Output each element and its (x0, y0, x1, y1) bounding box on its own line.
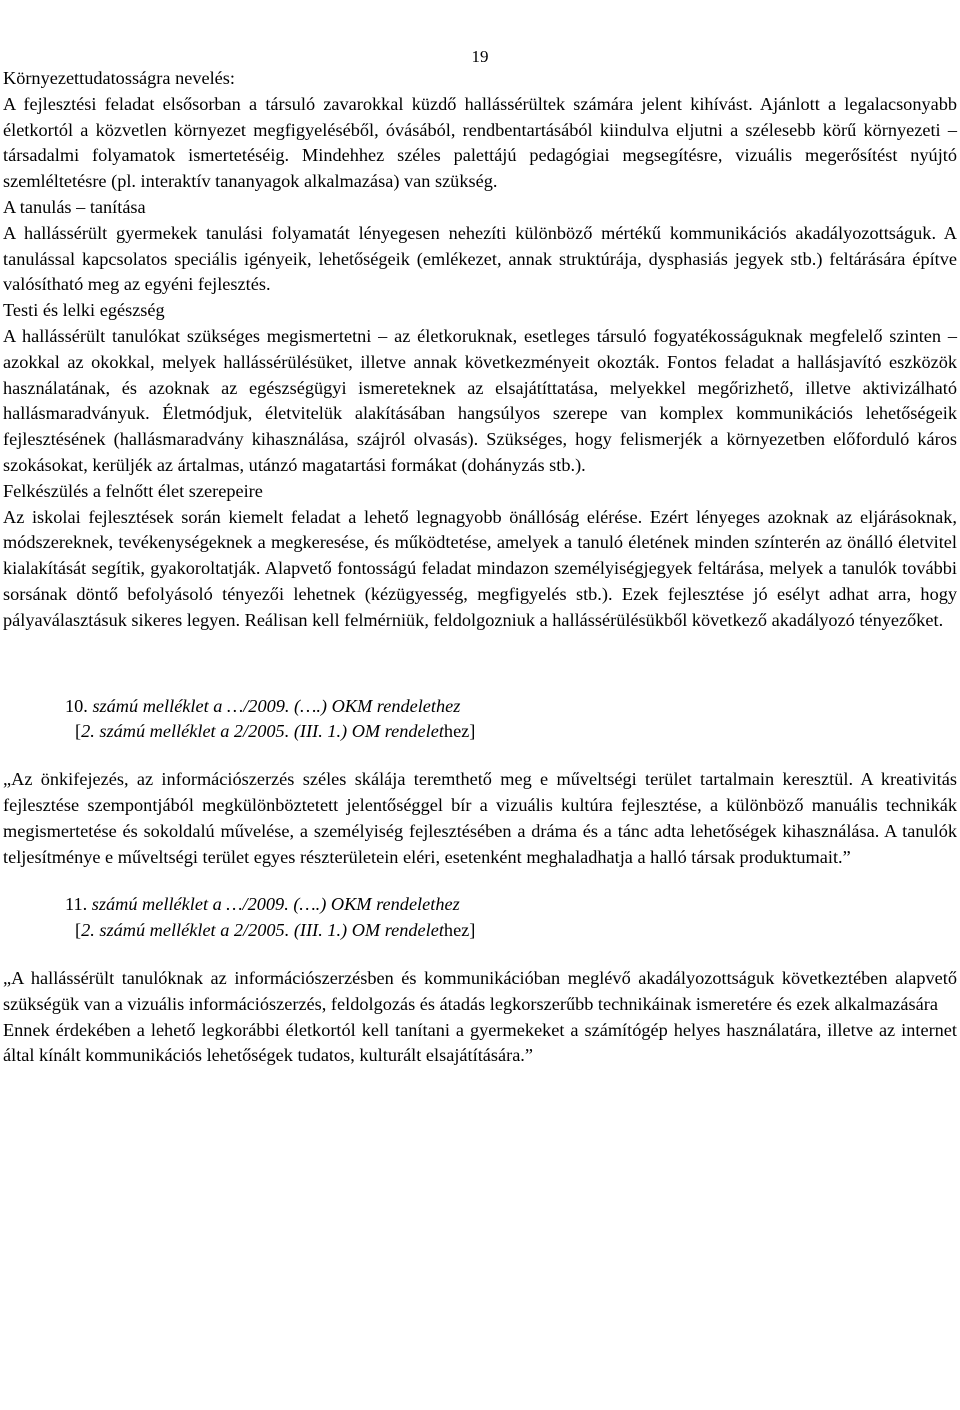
paragraph-adult-life: Az iskolai fejlesztések során kiemelt feladat a lehető legnagyobb önállóság elérése. Ezért lényeges azoknak az eljárásoknak, módszereknek, tevékenységeknek a megkeresése, és működtetése, amelyek a tanuló életének minden színterén az önálló életvitel kialakítását segítik, gyakoroltatják. Alapvető fontosságú feladat mindazon személyiségjegyek feltárása, melyek a tanulók további sorsának döntő befolyásoló tényezői lehetnek (kézügyesség, megfigyelés stb.). Ezek fejlesztése jó esélyt adhat arra, hogy pályaválasztásuk sikeres legyen. Reálisan kell felmérniük, feldolgozniuk a hallássérülésükből következő akadályozó tényezőket. (3, 506, 957, 630)
annex-subtitle-tail: hez] (443, 721, 476, 742)
annex-11-reference (3, 892, 957, 944)
quote-paragraph-11b: Ennek érdekében a lehető legkorábbi életkortól kell tanítani a gyermekeket a számítógép helyes használatára, illetve az internet által kínált kommunikációs lehetőségek tudatos, kulturált elsajátítására.” (3, 1019, 957, 1066)
confidentiality-header: Az előterjesztést a Kormány nem tárgyalta meg, ezért az nem tekinthető a Kormány álláspontjának. (111, 3, 849, 23)
section-heading-learning: A tanulás – tanítása (3, 196, 146, 217)
annex-title: számú melléklet a …/2009. (….) OKM rendelethez (92, 695, 461, 716)
bracket: [ (75, 721, 82, 742)
annex-subtitle: 2. számú melléklet a 2/2005. (III. 1.) OM rendelet (81, 721, 444, 742)
bracket: [ (75, 920, 82, 941)
section-heading-adult-life: Felkészülés a felnőtt élet szerepeire (3, 480, 263, 501)
paragraph-environment: A fejlesztési feladat elsősorban a társuló zavarokkal küzdő hallássérültek számára jelent kihívást. Ajánlott a legalacsonyabb életkortól a közvetlen környezet megfigyeléséből, óvásából, rendbentartásából kiindulva eljutni a szélesebb körű környezeti – társadalmi folyamatok ismertetéséig. Mindehhez széles palettájú pedagógiai megsegítésre, vizuális megerősítést nyújtó szemléltetésre (pl. interaktív tananyagok alkalmazása) van szükség. (3, 93, 957, 192)
annex-subtitle-tail: hez] (443, 920, 476, 941)
annex-number: 10. (65, 695, 88, 716)
annex-10-reference (3, 694, 957, 746)
quote-paragraph-11a: „A hallássérült tanulóknak az információszerzésben és kommunikációban meglévő akadályozottságuk következtében alapvető szükségük van a vizuális információszerzés, feldolgozás és átadás legkorszerűbb technikáinak ismeretére és ezek alkalmazására (3, 967, 957, 1014)
paragraph-health: A hallássérült tanulókat szükséges megismertetni – az életkoruknak, esetleges társuló fogyatékosságuknak megfelelő szinten – azokkal az okokkal, melyek hallássérülésüket, illetve annak következményeit okozták. Fontos feladat a hallásjavító eszközök használatának, és azoknak az egészségügyi ismereteknek az elsajátíttatása, melyekkel megőrizhető, illetve aktivizálható hallásmaradványuk. Életmódjuk, életvitelük alakításában hangsúlyos szerepe van komplex kommunikációs lehetőségeik fejlesztésének (hallásmaradvány kihasználása, szájról olvasás). Szükséges, hogy felismerjék a környezetben előforduló káros szokásokat, kerüljék az ártalmas, utánzó magatartási formákat (dohányzás stb.). (3, 325, 957, 475)
paragraph-learning: A hallássérült gyermekek tanulási folyamatát lényegesen nehezíti különböző mértékű kommunikációs akadályozottságuk. A tanulással kapcsolatos speciális igényeik, lehetőségeik (emlékezet, annak struktúrája, dysphasiás jegyek stb.) feltárására építve valósítható meg az egyéni fejlesztés. (3, 222, 957, 295)
annex-title: számú melléklet a …/2009. (….) OKM rendelethez (91, 894, 460, 915)
section-heading-health: Testi és lelki egészség (3, 300, 165, 321)
annex-number: 11. (65, 894, 88, 915)
quote-paragraph-10: „Az önkifejezés, az információszerzés széles skálája teremthető meg e műveltségi terület tartalmain keresztül. A kreativitás fejlesztése szempontjából megkülönböztetett jelentőséggel bír a vizuális kultúra fejlesztése, a különböző manuális technikák megismertetése és sokoldalú művelése, a személyiség fejlesztésében a dráma és a tánc adta lehetőségek kihasználása. A tanulók teljesítménye e műveltségi terület egyes részterületein eléri, esetenként meghaladhatja a halló társak produktumait.” (3, 769, 957, 867)
document-body (3, 66, 957, 1069)
page-number: 19 (471, 47, 489, 66)
section-heading-environment: Környezettudatosságra nevelés: (3, 68, 235, 88)
annex-subtitle: 2. számú melléklet a 2/2005. (III. 1.) OM rendelet (81, 920, 444, 941)
